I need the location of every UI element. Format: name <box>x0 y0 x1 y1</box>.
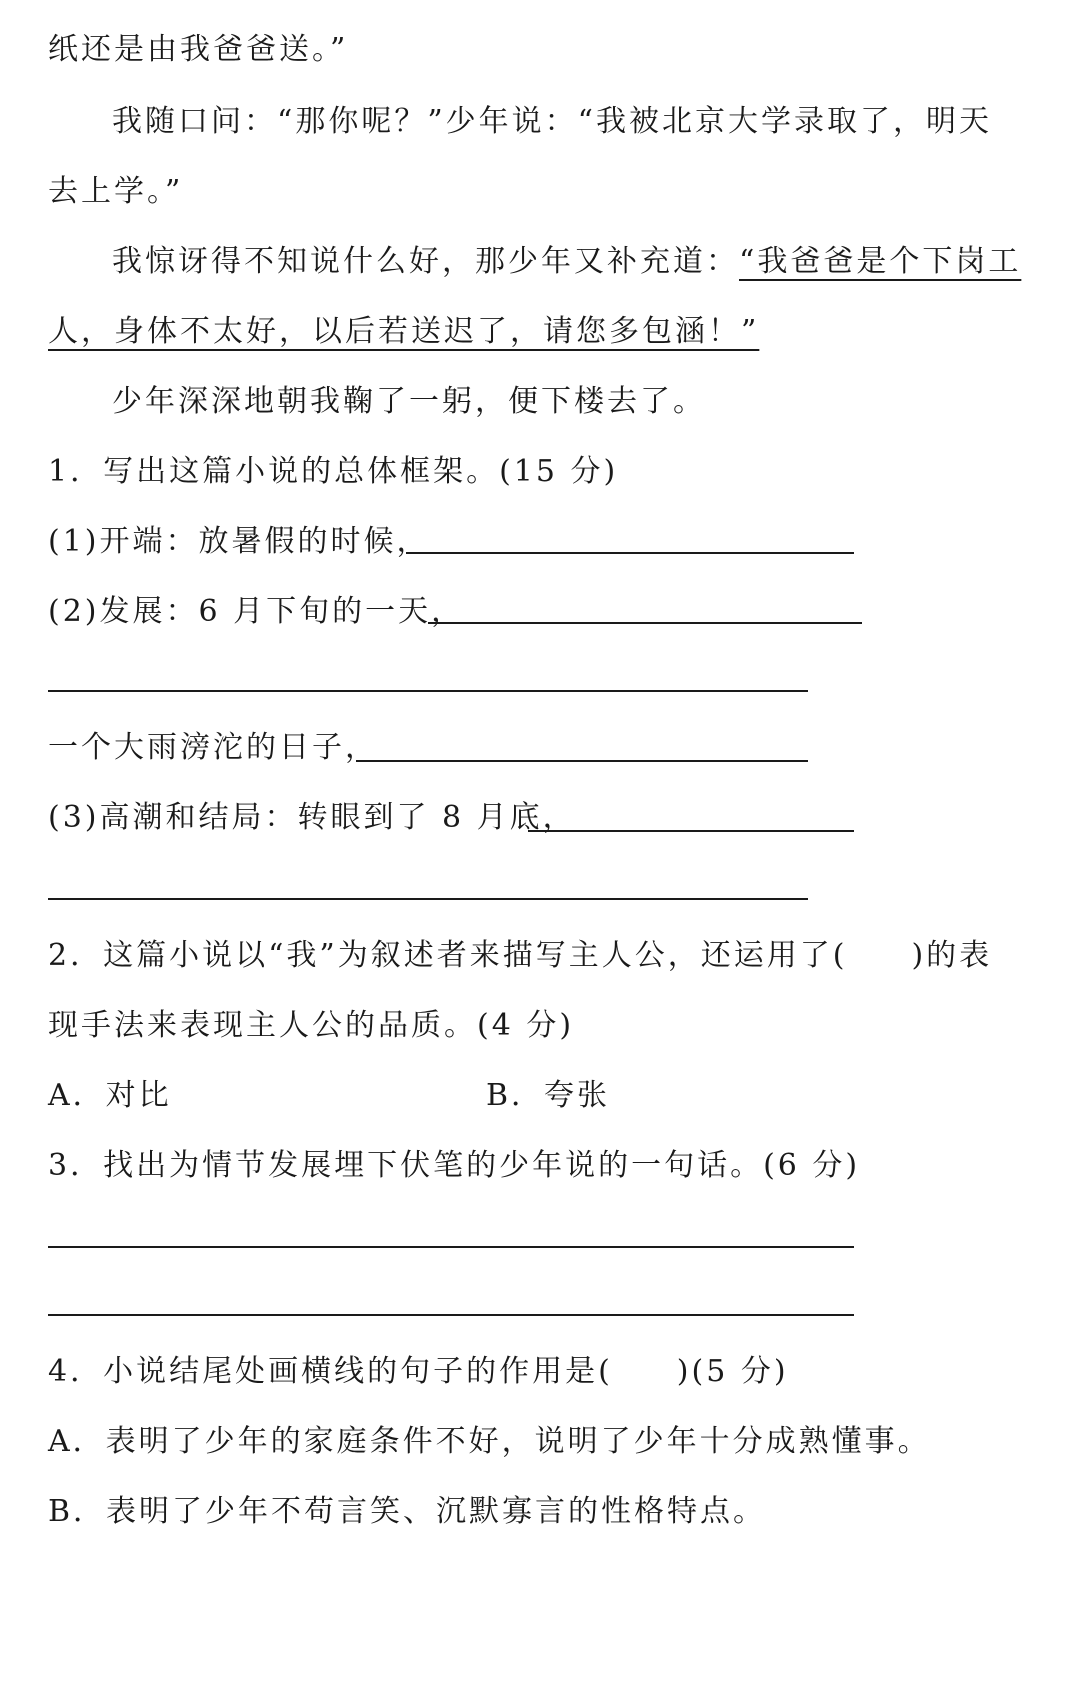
question-2-stem-continued: 现手法来表现主人公的品质。(4 分) <box>48 1008 575 1043</box>
answer-blank[interactable] <box>406 552 854 554</box>
question-4-stem-text: 4．小说结尾处画横线的句子的作用是( <box>48 1354 613 1389</box>
question-3-stem: 3．找出为情节发展埋下伏笔的少年说的一句话。(6 分) <box>48 1148 861 1183</box>
answer-blank[interactable] <box>356 760 808 762</box>
answer-blank[interactable] <box>48 1314 854 1316</box>
answer-blank[interactable] <box>48 898 808 900</box>
question-1-part-1-label: (1)开端：放暑假的时候， <box>48 524 430 559</box>
question-1-stem: 1．写出这篇小说的总体框架。(15 分) <box>48 454 619 489</box>
answer-blank[interactable] <box>48 1246 854 1248</box>
question-1-part-2-label: (2)发展：6 月下旬的一天， <box>48 594 465 629</box>
underlined-sentence: “我爸爸是个下岗工 <box>739 244 1022 279</box>
story-paragraph-line: 少年深深地朝我鞠了一躬，便下楼去了。 <box>112 384 706 419</box>
question-1-part-3-label: (3)高潮和结局：转眼到了 8 月底， <box>48 800 576 835</box>
option-a[interactable]: A．表明了少年的家庭条件不好，说明了少年十分成熟懂事。 <box>48 1424 931 1459</box>
story-paragraph-line: 去上学。” <box>48 174 184 209</box>
question-2-options <box>48 1076 948 1116</box>
answer-blank[interactable] <box>428 622 862 624</box>
question-2-stem <box>48 936 992 976</box>
question-4-stem <box>48 1352 789 1392</box>
story-paragraph-line <box>112 242 1021 282</box>
option-a[interactable]: A．对比 <box>48 1078 172 1113</box>
story-text: 我惊讶得不知说什么好，那少年又补充道： <box>112 244 739 279</box>
question-2-stem-text: )的表 <box>911 938 993 973</box>
question-2-stem-text: 2．这篇小说以“我”为叙述者来描写主人公，还运用了( <box>48 938 848 973</box>
story-paragraph-line: 纸还是由我爸爸送。” <box>48 32 349 67</box>
question-1-part-2b-label: 一个大雨滂沱的日子， <box>48 730 378 765</box>
story-paragraph-line <box>48 312 759 352</box>
option-b[interactable]: B．夸张 <box>486 1078 611 1113</box>
underlined-sentence: 人，身体不太好，以后若送迟了，请您多包涵！” <box>48 314 760 349</box>
answer-blank[interactable] <box>528 830 854 832</box>
story-paragraph-line: 我随口问：“那你呢？”少年说：“我被北京大学录取了，明天 <box>112 104 993 139</box>
answer-blank[interactable] <box>48 690 808 692</box>
question-4-stem-text: )(5 分) <box>676 1354 789 1389</box>
option-b[interactable]: B．表明了少年不苟言笑、沉默寡言的性格特点。 <box>48 1494 767 1529</box>
